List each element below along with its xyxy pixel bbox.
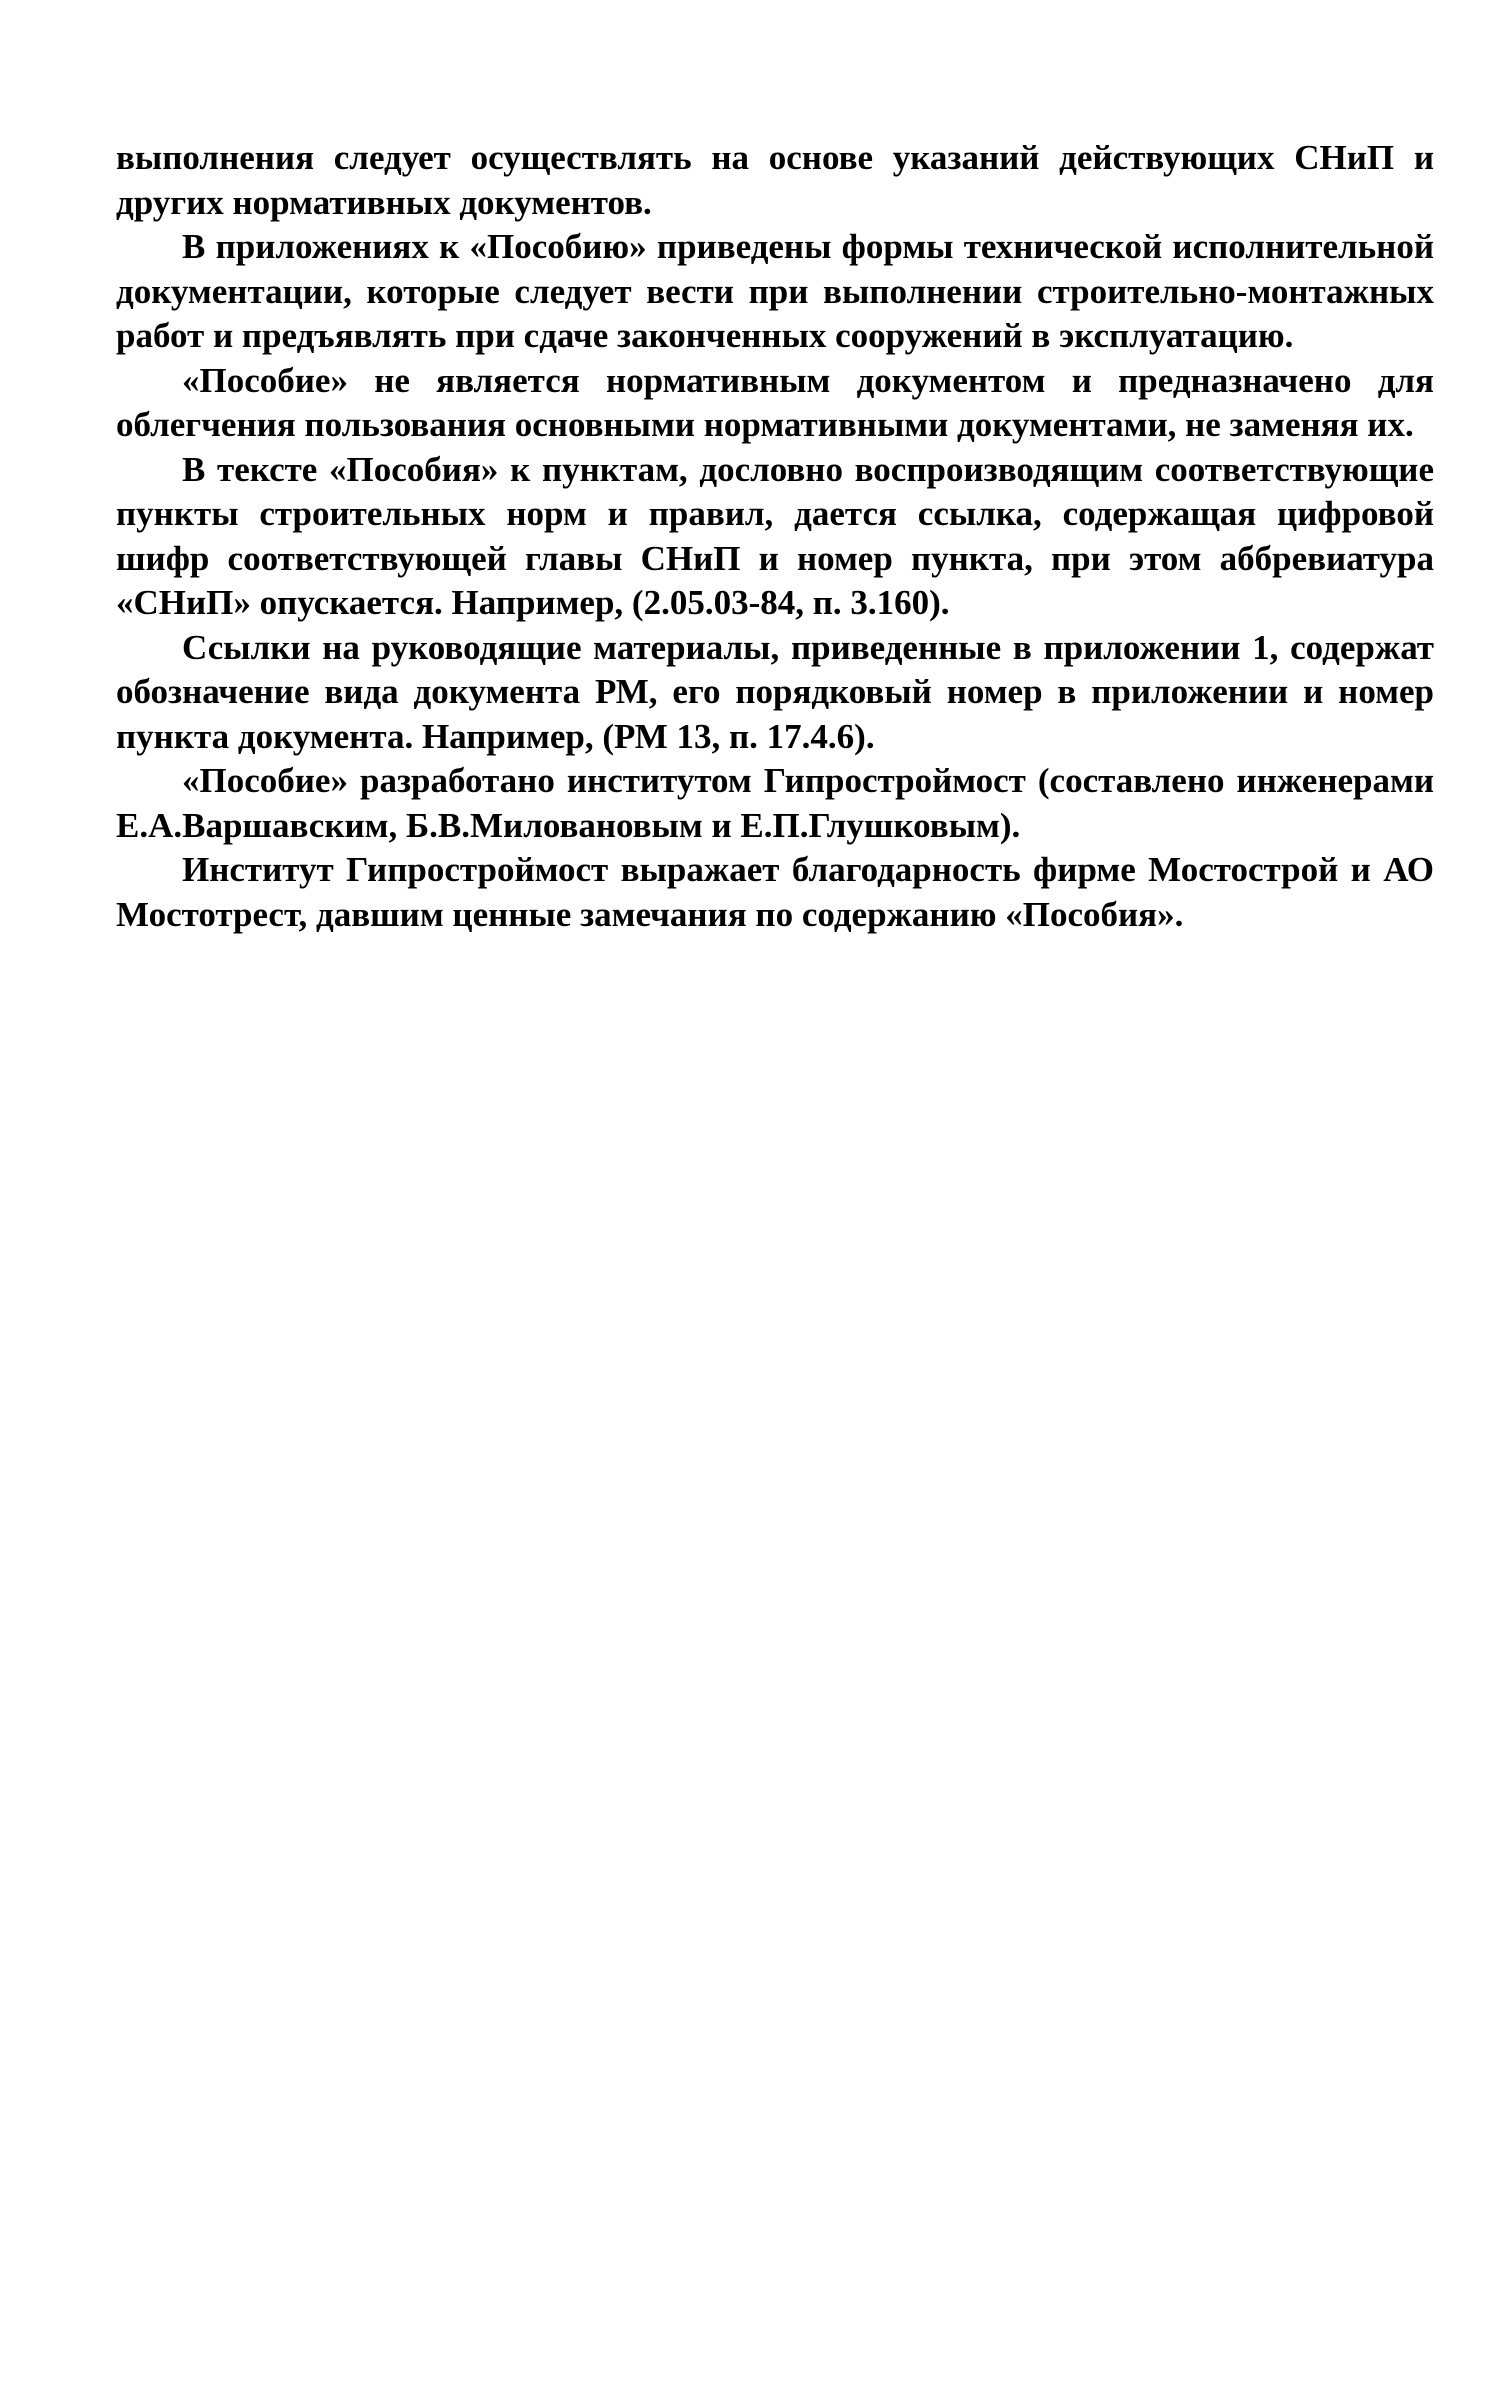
paragraph-appendices: В приложениях к «Пособию» приведены формы технической исполнительной документации, которые следует вести при выполнении строительно-монтажных работ и предъявлять при сдаче законченных сооружений в эксплуатацию. [116, 227, 1434, 355]
paragraph-rm-references: Ссылки на руководящие материалы, приведенные в приложении 1, содержат обозначение вида документа РМ, его порядковый номер в приложении и номер пункта документа. Например, (РМ 13, п. 17.4.6). [116, 627, 1434, 756]
paragraph-not-normative: «Пособие» не является нормативным документом и предназначено для облегчения пользования основными нормативными документами, не заменяя их. [116, 360, 1434, 444]
paragraph-snip-references: В тексте «Пособия» к пунктам, дословно воспроизводящим соответствующие пункты строительных норм и правил, дается ссылка, содержащая цифровой шифр соответствующей главы СНиП и номер пункта, при этом аббревиатура «СНиП» опускается. Например, (2.05.03-84, п. 3.160). [116, 449, 1434, 622]
paragraph-continuation: выполнения следует осуществлять на основе указаний действующих СНиП и других нормативных документов. [116, 138, 1434, 222]
paragraph-acknowledgements: Институт Гипростроймост выражает благодарность фирме Мостострой и АО Мостотрест, давшим ценные замечания по содержанию «Пособия». [116, 850, 1434, 934]
document-page [116, 136, 1434, 937]
paragraph-authors: «Пособие» разработано институтом Гипростроймост (составлено инженерами Е.А.Варшавским, Б.В.Миловановым и Е.П.Глушковым). [116, 761, 1434, 845]
